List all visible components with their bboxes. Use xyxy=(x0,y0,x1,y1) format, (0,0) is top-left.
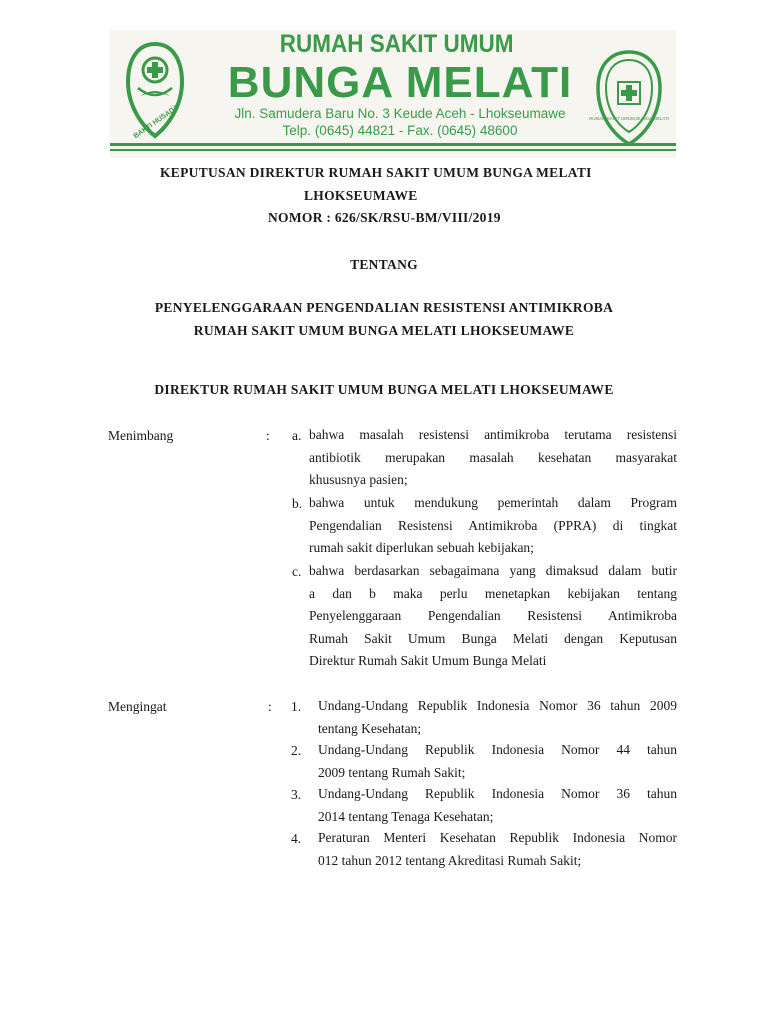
list-line: khususnya pasien; xyxy=(309,472,408,487)
menimbang-colon: : xyxy=(266,428,270,443)
mengingat-marker-2: 2. xyxy=(291,743,302,758)
list-line: Undang-Undang Republik Indonesia Nomor 44 tahun xyxy=(318,742,677,757)
list-line: bahwa berdasarkan sebagaimana yang dimaksud dalam butir xyxy=(309,563,677,578)
list-line: a dan b maka perlu menetapkan kebijakan tentang xyxy=(309,585,677,601)
list-line: Peraturan Menteri Kesehatan Republik Indonesia Nomor xyxy=(318,830,677,845)
list-line: 2014 tentang Tenaga Kesehatan; xyxy=(318,808,494,824)
list-line: Direktur Rumah Sakit Umum Bunga Melati xyxy=(309,653,547,668)
menimbang-marker-c: c. xyxy=(292,564,302,579)
list-line: Undang-Undang Republik Indonesia Nomor 36 tahun 2009 xyxy=(318,698,677,713)
mengingat-item-2 xyxy=(318,739,677,784)
menimbang-marker-a: a. xyxy=(292,428,302,443)
hospital-name-large: BUNGA MELATI xyxy=(227,58,573,107)
letterhead-rule-thin xyxy=(110,149,676,151)
list-line: bahwa untuk mendukung pemerintah dalam Program xyxy=(309,495,677,510)
hospital-address: Jln. Samudera Baru No. 3 Keude Aceh - Lhokseumawe xyxy=(234,106,566,121)
mengingat-label: Mengingat xyxy=(108,699,167,714)
hospital-address-block xyxy=(220,105,580,139)
right-logo-text: RUMAH SAKIT UMUM BUNGA MELATI xyxy=(588,116,670,121)
mengingat-item-1 xyxy=(318,695,677,740)
decree-title-line2: LHOKSEUMAWE xyxy=(304,188,418,203)
subject-line2: RUMAH SAKIT UMUM BUNGA MELATI LHOKSEUMAWE xyxy=(193,323,575,338)
director-heading: DIREKTUR RUMAH SAKIT UMUM BUNGA MELATI LHOKSEUMAWE xyxy=(154,382,614,397)
mengingat-item-3 xyxy=(318,783,677,828)
menimbang-label: Menimbang xyxy=(108,428,174,443)
menimbang-item-b xyxy=(309,492,677,560)
mengingat-marker-3: 3. xyxy=(291,787,302,802)
mengingat-item-4 xyxy=(318,827,677,872)
list-line: antibiotik merupakan masalah kesehatan masyarakat xyxy=(309,449,677,465)
menimbang-marker-b: b. xyxy=(292,496,303,511)
list-line: 012 tahun 2012 tentang Akreditasi Rumah Sakit; xyxy=(318,852,582,868)
decree-number: NOMOR : 626/SK/RSU-BM/VIII/2019 xyxy=(268,210,501,225)
hospital-name-small: RUMAH SAKIT UMUM xyxy=(279,30,514,58)
hospital-seal-logo xyxy=(588,48,670,148)
mengingat-colon: : xyxy=(268,699,272,714)
list-line: tentang Kesehatan; xyxy=(318,720,422,736)
letterhead xyxy=(110,30,676,158)
menimbang-item-c xyxy=(309,560,677,673)
hospital-contact: Telp. (0645) 44821 - Fax. (0645) 48600 xyxy=(282,123,518,138)
list-line: rumah sakit diperlukan sebuah kebijakan; xyxy=(309,540,534,555)
list-line: Pengendalian Resistensi Antimikroba (PPRA) di tingkat xyxy=(309,517,677,533)
list-line: bahwa masalah resistensi antimikroba terutama resistensi xyxy=(309,427,677,442)
letterhead-rule-thick xyxy=(110,143,676,146)
left-logo-text: BAKTI HUSADA xyxy=(132,103,181,141)
subject-line1: PENYELENGGARAAN PENGENDALIAN RESISTENSI ANTIMIKROBA xyxy=(154,300,614,315)
list-line: 2009 tentang Rumah Sakit; xyxy=(318,764,466,780)
tentang-heading: TENTANG xyxy=(350,257,418,272)
list-line: Undang-Undang Republik Indonesia Nomor 36 tahun xyxy=(318,786,677,801)
mengingat-marker-4: 4. xyxy=(291,831,302,846)
mengingat-marker-1: 1. xyxy=(291,699,302,714)
list-line: Penyelenggaraan Pengendalian Resistensi Antimikroba xyxy=(309,608,677,623)
list-line: Rumah Sakit Umum Bunga Melati dengan Keputusan xyxy=(309,630,677,646)
menimbang-item-a xyxy=(309,424,677,492)
decree-title-line1: KEPUTUSAN DIREKTUR RUMAH SAKIT UMUM BUNGA MELATI xyxy=(160,165,592,180)
